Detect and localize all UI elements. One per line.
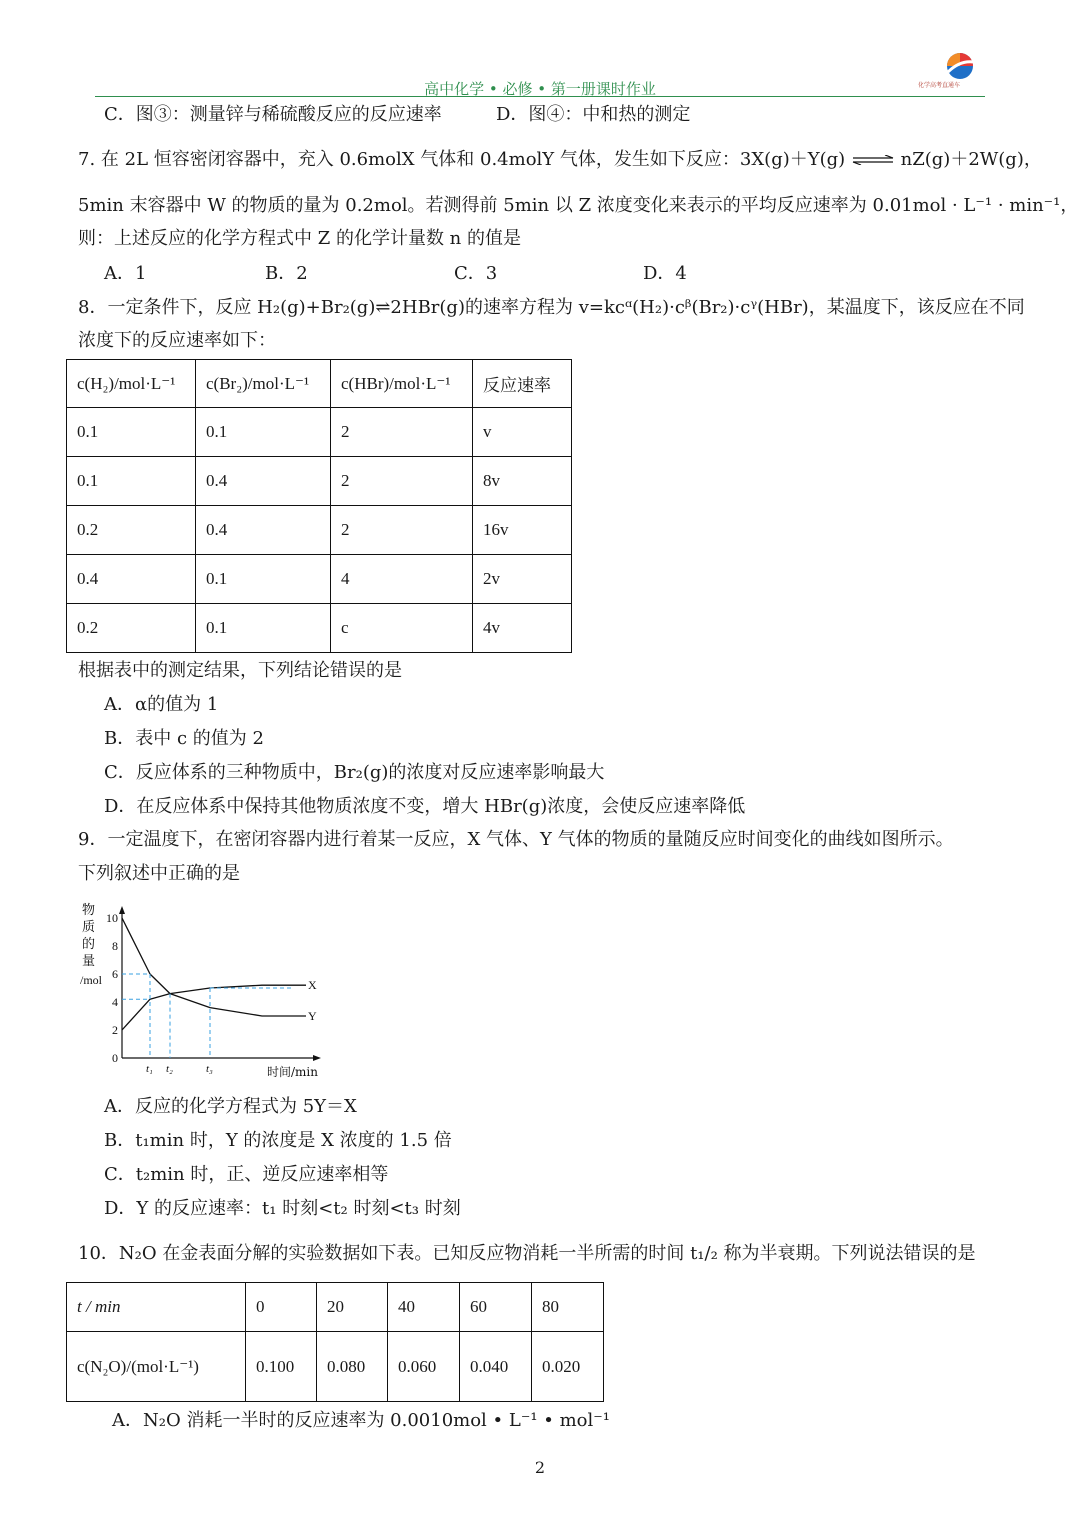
table-cell: 16v bbox=[473, 506, 572, 555]
q7-stem-line2: 5min 末容器中 W 的物质的量为 0.2mol。若测得前 5min 以 Z 浓度变化来表示的平均反应速率为 0.01mol · L⁻¹ · min⁻¹， bbox=[78, 195, 1079, 216]
q8-option-a: A．α的值为 1 bbox=[104, 694, 219, 715]
table-cell: 0.4 bbox=[196, 457, 331, 506]
x-tick-label: t₂ bbox=[166, 1063, 173, 1075]
table-row bbox=[67, 506, 572, 555]
table-cell: 0.040 bbox=[460, 1332, 532, 1402]
x-axis-arrow-icon bbox=[313, 1055, 321, 1061]
table-cell: 0.020 bbox=[532, 1332, 604, 1402]
q10-stem: 10．N₂O 在金表面分解的实验数据如下表。已知反应物消耗一半所需的时间 t₁/₂ 称为半衰期。下列说法错误的是 bbox=[78, 1243, 976, 1264]
table-cell: v bbox=[473, 408, 572, 457]
q8-stem-line2: 浓度下的反应速率如下： bbox=[78, 330, 276, 351]
header-rule bbox=[95, 96, 985, 97]
q8-prompt: 根据表中的测定结果，下列结论错误的是 bbox=[78, 660, 402, 681]
table-row bbox=[67, 1332, 604, 1402]
table-cell: 2 bbox=[331, 457, 473, 506]
table-row bbox=[67, 1283, 604, 1332]
table-cell: 0.1 bbox=[67, 408, 196, 457]
q8-rate-table bbox=[66, 359, 572, 653]
y-axis-label-char: 物 bbox=[82, 903, 96, 918]
series-label-y: Y bbox=[308, 1009, 317, 1023]
table-cell: 2v bbox=[473, 555, 572, 604]
q9-option-b: B．t₁min 时，Y 的浓度是 X 浓度的 1.5 倍 bbox=[104, 1130, 452, 1151]
table-cell: 0.060 bbox=[388, 1332, 460, 1402]
table-cell: 60 bbox=[460, 1283, 532, 1332]
table-header-cell: c(Br₂)/mol·L⁻¹ bbox=[196, 360, 331, 408]
q7-stem-line1a: 7. 在 2L 恒容密闭容器中，充入 0.6molX 气体和 0.4molY 气体，发生如下反应：3X(g)＋Y(g) bbox=[78, 149, 846, 170]
table-cell: 0.1 bbox=[196, 555, 331, 604]
q10-option-a: A．N₂O 消耗一半时的反应速率为 0.0010mol • L⁻¹ • mol⁻¹ bbox=[112, 1410, 610, 1431]
q9-amount-time-chart bbox=[72, 898, 332, 1088]
series-line-y bbox=[122, 918, 306, 1016]
y-tick-label: 0 bbox=[112, 1051, 118, 1065]
q7-stem-line1b: nZ(g)＋2W(g)， bbox=[900, 149, 1042, 170]
table-cell: 0.2 bbox=[67, 506, 196, 555]
y-axis-label-char: 的 bbox=[82, 937, 96, 952]
y-axis-unit: /mol bbox=[80, 973, 103, 987]
y-axis-arrow-icon bbox=[119, 906, 125, 914]
table-cell: 0.1 bbox=[67, 457, 196, 506]
table-cell: 0.4 bbox=[196, 506, 331, 555]
q6-option-d: D．图④：中和热的测定 bbox=[496, 104, 691, 125]
table-row bbox=[67, 604, 572, 653]
table-cell: 0.080 bbox=[317, 1332, 388, 1402]
table-header-row bbox=[67, 360, 572, 408]
table-header-cell: c(HBr)/mol·L⁻¹ bbox=[331, 360, 473, 408]
table-cell: 2 bbox=[331, 506, 473, 555]
table-cell: 2 bbox=[331, 408, 473, 457]
y-axis-label-char: 量 bbox=[82, 954, 96, 969]
table-cell: 0.1 bbox=[196, 408, 331, 457]
q9-stem-line2: 下列叙述中正确的是 bbox=[78, 863, 240, 884]
q9-option-a: A．反应的化学方程式为 5Y＝X bbox=[104, 1096, 357, 1117]
q7-stem-line1 bbox=[78, 149, 1042, 171]
table-cell: c bbox=[331, 604, 473, 653]
table-cell: 0.1 bbox=[196, 604, 331, 653]
table-cell: 4 bbox=[331, 555, 473, 604]
y-tick-label: 2 bbox=[112, 1023, 118, 1037]
y-tick-label: 8 bbox=[112, 939, 118, 953]
table-cell: 0.2 bbox=[67, 604, 196, 653]
q8-option-b: B．表中 c 的值为 2 bbox=[104, 728, 264, 749]
table-cell: 80 bbox=[532, 1283, 604, 1332]
q8-option-c: C．反应体系的三种物质中，Br₂(g)的浓度对反应速率影响最大 bbox=[104, 762, 605, 783]
equilibrium-arrow-icon bbox=[851, 155, 895, 165]
table-cell: 0 bbox=[246, 1283, 317, 1332]
table-header-cell: 反应速率 bbox=[473, 360, 572, 408]
table-cell: 20 bbox=[317, 1283, 388, 1332]
x-axis-label: 时间/min bbox=[267, 1065, 318, 1079]
y-tick-label: 4 bbox=[112, 995, 118, 1009]
q9-option-d: D．Y 的反应速率：t₁ 时刻<t₂ 时刻<t₃ 时刻 bbox=[104, 1198, 461, 1219]
x-tick-label: t₃ bbox=[206, 1063, 213, 1075]
row-label-concentration: c(N₂O)/(mol·L⁻¹) bbox=[67, 1332, 246, 1402]
table-cell: 0.100 bbox=[246, 1332, 317, 1402]
table-row bbox=[67, 408, 572, 457]
table-cell: 40 bbox=[388, 1283, 460, 1332]
table-row bbox=[67, 555, 572, 604]
q10-decomposition-table bbox=[66, 1282, 604, 1402]
table-cell: 4v bbox=[473, 604, 572, 653]
q7-option-a: A．1 bbox=[104, 263, 147, 284]
y-axis-label-char: 质 bbox=[82, 920, 96, 935]
q7-option-c: C．3 bbox=[454, 263, 498, 284]
q7-stem-line3: 则：上述反应的化学方程式中 Z 的化学计量数 n 的值是 bbox=[78, 228, 521, 249]
table-cell: 8v bbox=[473, 457, 572, 506]
table-row bbox=[67, 457, 572, 506]
q8-option-d: D．在反应体系中保持其他物质浓度不变，增大 HBr(g)浓度，会使反应速率降低 bbox=[104, 796, 746, 817]
q7-option-b: B．2 bbox=[265, 263, 308, 284]
y-tick-label: 6 bbox=[112, 967, 118, 981]
q8-stem-line1: 8．一定条件下，反应 H₂(g)+Br₂(g)⇌2HBr(g)的速率方程为 v=kcᵅ(H₂)·cᵝ(Br₂)·cᵞ(HBr)，某温度下，该反应在不同 bbox=[78, 297, 1025, 318]
page-number: 2 bbox=[534, 1458, 546, 1477]
table-header-cell: c(H₂)/mol·L⁻¹ bbox=[67, 360, 196, 408]
row-label-time: t / min bbox=[67, 1283, 246, 1332]
logo-caption: 化学高考直通车 bbox=[918, 82, 961, 89]
q6-option-c: C．图③：测量锌与稀硫酸反应的反应速率 bbox=[104, 104, 442, 125]
header-title: 高中化学 • 必修 • 第一册课时作业 bbox=[424, 80, 656, 98]
q7-option-d: D．4 bbox=[643, 263, 687, 284]
series-label-x: X bbox=[308, 978, 317, 993]
q9-stem-line1: 9．一定温度下，在密闭容器内进行着某一反应，X 气体、Y 气体的物质的量随反应时间变化的曲线如图所示。 bbox=[78, 829, 954, 850]
table-cell: 0.4 bbox=[67, 555, 196, 604]
y-tick-label: 10 bbox=[106, 911, 118, 925]
x-tick-label: t₁ bbox=[146, 1063, 153, 1075]
q9-option-c: C．t₂min 时，正、逆反应速率相等 bbox=[104, 1164, 389, 1185]
